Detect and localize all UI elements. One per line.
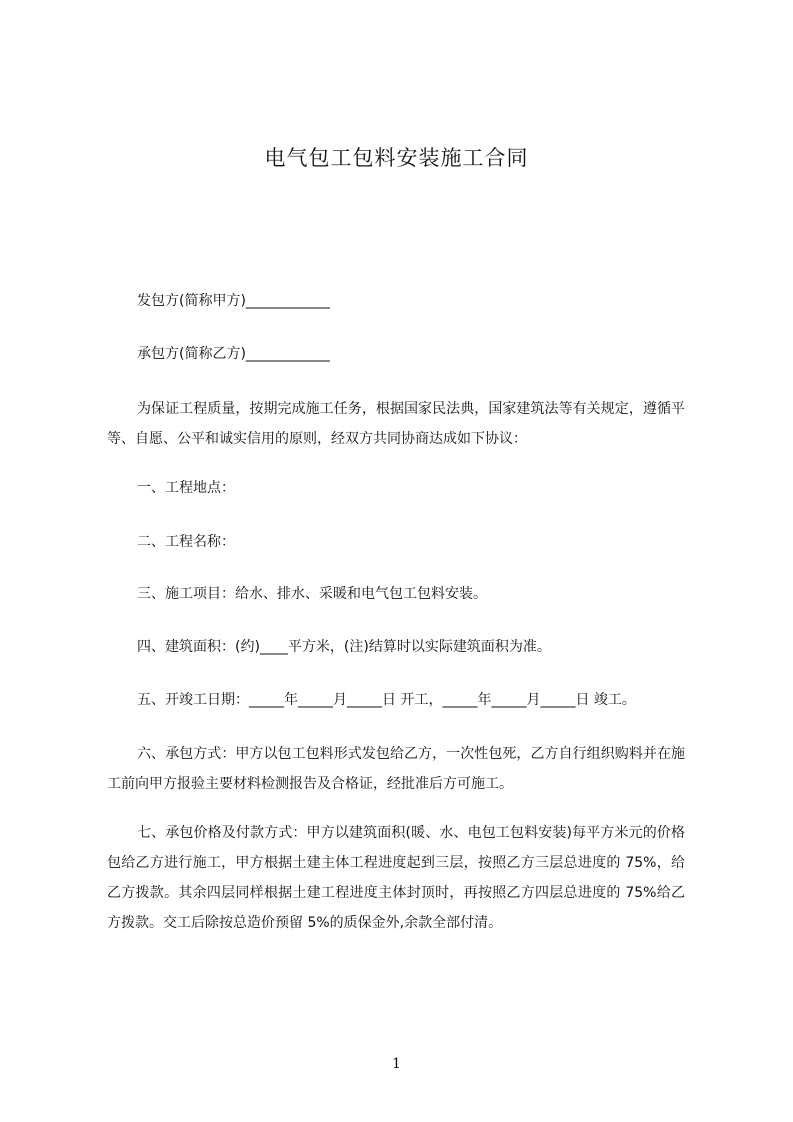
clause-3-construction-items: 三、施工项目：给水、排水、采暖和电气包工包料安装。	[137, 586, 487, 602]
clause-2-project-name: 二、工程名称：	[137, 534, 235, 550]
clause-5-dates: 五、开竣工日期：_____年_____月_____日 开工，_____年_____月_____日 竣工。	[137, 692, 636, 708]
party-a-line: 发包方(简称甲方)____________	[137, 293, 330, 309]
clause-6-contract-mode: 六、承包方式：甲方以包工包料形式发包给乙方，一次性包死，乙方自行组织购料并在施工前向甲方报验主要材料检测报告及合格证，经批准后方可施工。	[107, 746, 685, 792]
document-title: 电气包工包料安装施工合同	[264, 146, 529, 170]
clause-4-building-area: 四、建筑面积：(约)____平方米，(注)结算时以实际建筑面积为准。	[137, 639, 551, 655]
clause-7-price-payment: 七、承包价格及付款方式：甲方以建筑面积(暖、水、电包工包料安装)每平方米元的价格包给乙方进行施工，甲方根据土建主体工程进度起到三层，按照乙方三层总进度的 75%，给乙方拨款。其余四层同样根据土建工程进度主体封顶时，再按照乙方四层总进度的 75%给乙方拨款。交工后除按总造价预留 5%的质保金外,余款全部付清。	[107, 825, 685, 931]
page-number: 1	[392, 1056, 401, 1072]
preamble-paragraph: 为保证工程质量，按期完成施工任务，根据国家民法典，国家建筑法等有关规定，遵循平等、自愿、公平和诚实信用的原则，经双方共同协商达成如下协议：	[107, 401, 685, 447]
clause-1-location: 一、工程地点：	[137, 480, 235, 496]
party-b-line: 承包方(简称乙方)____________	[137, 346, 330, 362]
